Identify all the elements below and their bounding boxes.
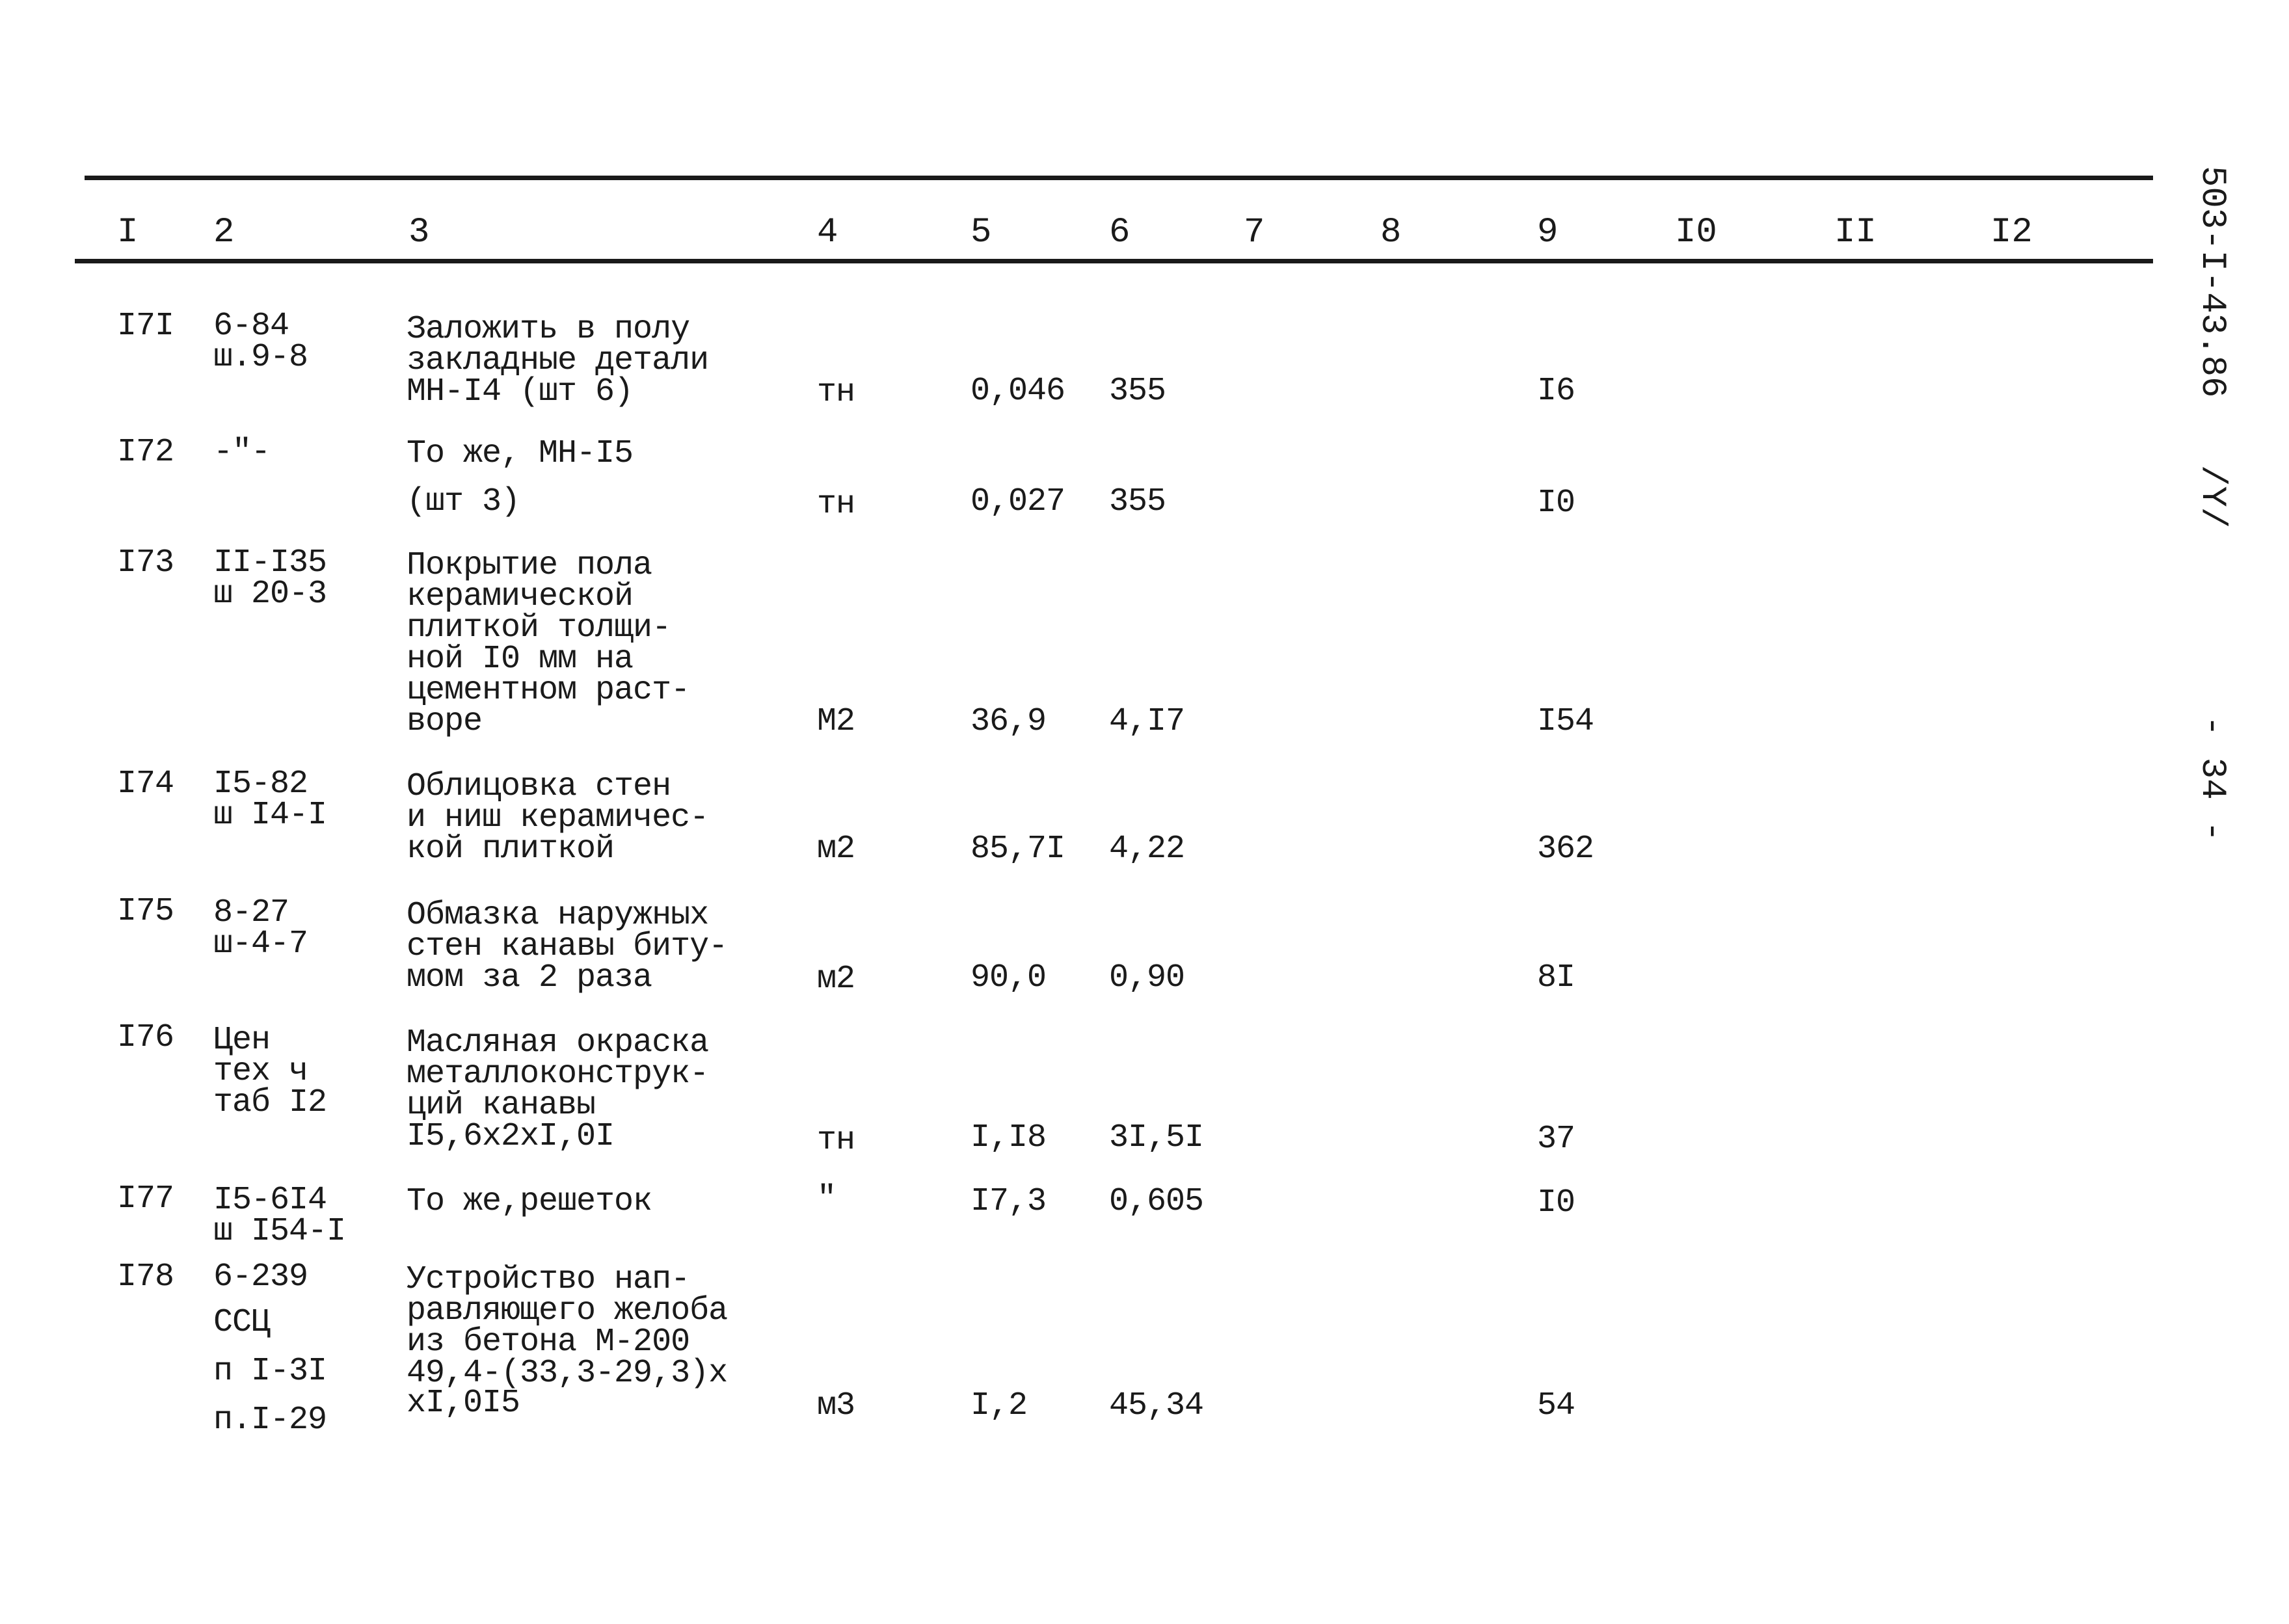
row-desc-line: То же,решеток xyxy=(407,1183,652,1220)
row-number: I76 xyxy=(117,1019,174,1056)
row-code-line: ш.9-8 xyxy=(213,339,308,376)
row-code-line: 8-27 xyxy=(213,894,289,931)
row-price: 4,22 xyxy=(1109,831,1185,868)
page-number: - 34 - xyxy=(2192,715,2232,842)
row-price: 355 xyxy=(1109,483,1166,520)
row-number: I73 xyxy=(117,544,174,581)
row-desc-line: цементном раст- xyxy=(407,672,690,709)
doc-code-label: 503-I-43.86 xyxy=(2192,166,2232,398)
row-price: 3I,5I xyxy=(1109,1119,1204,1156)
col-header-5: 5 xyxy=(970,213,992,252)
row-total: I54 xyxy=(1537,703,1594,740)
row-code-line: -"- xyxy=(213,434,271,471)
row-code-line: ш I54-I xyxy=(213,1213,346,1250)
row-code-line: ССЦ xyxy=(213,1304,271,1341)
row-desc-line: воре xyxy=(407,703,483,740)
row-price: 355 xyxy=(1109,373,1166,410)
row-number: I74 xyxy=(117,765,174,803)
row-qty: 0,046 xyxy=(970,373,1065,410)
row-price: 0,90 xyxy=(1109,959,1185,996)
row-unit: тн xyxy=(817,486,855,523)
row-number: I72 xyxy=(117,434,174,471)
row-desc-line: Обмазка наружных xyxy=(407,897,709,934)
col-header-11: II xyxy=(1834,213,1877,252)
row-price: 4,I7 xyxy=(1109,703,1185,740)
row-qty: I,I8 xyxy=(970,1119,1047,1156)
row-desc-line: Масляная окраска xyxy=(407,1024,709,1061)
row-total: 54 xyxy=(1537,1387,1575,1424)
row-desc-line: стен канавы биту- xyxy=(407,928,728,965)
row-desc-line: Покрытие пола xyxy=(407,547,652,584)
row-price: 0,605 xyxy=(1109,1183,1204,1220)
col-header-12: I2 xyxy=(1990,213,2033,252)
row-code-line: ш-4-7 xyxy=(213,925,308,963)
col-header-4: 4 xyxy=(817,213,838,252)
row-desc-line: хI,0I5 xyxy=(407,1385,520,1422)
row-desc-line: закладные детали xyxy=(407,342,709,379)
row-desc-line: керамической xyxy=(407,578,634,615)
row-code-line: 6-84 xyxy=(213,308,289,345)
row-total: I0 xyxy=(1537,485,1575,522)
row-qty: 85,7I xyxy=(970,831,1065,868)
row-qty: 0,027 xyxy=(970,483,1065,520)
row-number: I75 xyxy=(117,893,174,930)
row-total: I0 xyxy=(1537,1184,1575,1221)
row-code-line: 6-239 xyxy=(213,1258,308,1296)
row-unit: м3 xyxy=(817,1387,855,1424)
row-qty: 90,0 xyxy=(970,959,1047,996)
col-header-9: 9 xyxy=(1537,213,1559,252)
row-code-line: Цен xyxy=(213,1022,271,1059)
row-total: 362 xyxy=(1537,831,1594,868)
row-desc-line: МН-I4 (шт 6) xyxy=(407,373,634,410)
row-total: 37 xyxy=(1537,1121,1575,1158)
row-desc-line: Заложить в полу xyxy=(407,311,690,348)
row-qty: 36,9 xyxy=(970,703,1047,740)
row-desc-line: Устройство нап- xyxy=(407,1261,690,1298)
handwritten-mark: /Y/ xyxy=(2192,465,2232,529)
row-code-line: тех ч xyxy=(213,1053,308,1090)
row-desc-line: I5,6х2хI,0I xyxy=(407,1118,615,1155)
row-unit: тн xyxy=(817,1122,855,1159)
row-number: I78 xyxy=(117,1258,174,1296)
row-desc-line: ной I0 мм на xyxy=(407,641,634,678)
row-desc-line: (шт 3) xyxy=(407,483,520,520)
row-desc-line: кой плиткой xyxy=(407,831,615,868)
row-desc-line: мом за 2 раза xyxy=(407,959,652,996)
col-header-2: 2 xyxy=(213,213,235,252)
row-desc-line: плиткой толщи- xyxy=(407,609,671,646)
col-header-1: I xyxy=(117,213,139,252)
col-header-6: 6 xyxy=(1109,213,1131,252)
row-desc-line: и ниш керамичес- xyxy=(407,799,709,836)
col-header-8: 8 xyxy=(1380,213,1402,252)
row-desc-line: 49,4-(33,3-29,3)х xyxy=(407,1355,728,1392)
col-header-7: 7 xyxy=(1244,213,1265,252)
table-top-rule xyxy=(85,176,2153,180)
row-unit: м2 xyxy=(817,961,855,998)
row-total: I6 xyxy=(1537,373,1575,410)
row-price: 45,34 xyxy=(1109,1387,1204,1424)
row-desc-line: То же, МН-I5 xyxy=(407,435,634,472)
row-code-line: ш I4-I xyxy=(213,797,327,834)
row-code-line: ш 20-3 xyxy=(213,576,327,613)
row-unit: тн xyxy=(817,374,855,411)
row-unit: М2 xyxy=(817,703,855,740)
row-desc-line: из бетона М-200 xyxy=(407,1324,690,1361)
row-total: 8I xyxy=(1537,959,1575,996)
row-number: I7I xyxy=(117,308,174,345)
row-desc-line: равляющего желоба xyxy=(407,1292,728,1329)
row-code-line: п I-3I xyxy=(213,1353,327,1390)
row-qty: I7,3 xyxy=(970,1183,1047,1220)
row-desc-line: Облицовка стен xyxy=(407,768,671,805)
row-unit: м2 xyxy=(817,831,855,868)
row-desc-line: металлоконструк- xyxy=(407,1056,709,1093)
row-code-line: таб I2 xyxy=(213,1084,327,1121)
row-unit: " xyxy=(817,1180,837,1218)
col-header-10: I0 xyxy=(1675,213,1717,252)
row-code-line: I5-82 xyxy=(213,765,308,803)
row-number: I77 xyxy=(117,1180,174,1218)
row-qty: I,2 xyxy=(970,1387,1028,1424)
row-code-line: п.I-29 xyxy=(213,1402,327,1439)
row-code-line: II-I35 xyxy=(213,544,327,581)
col-header-3: 3 xyxy=(408,213,430,252)
row-code-line: I5-6I4 xyxy=(213,1182,327,1219)
table-header-rule xyxy=(75,259,2153,263)
row-desc-line: ций канавы xyxy=(407,1087,596,1124)
